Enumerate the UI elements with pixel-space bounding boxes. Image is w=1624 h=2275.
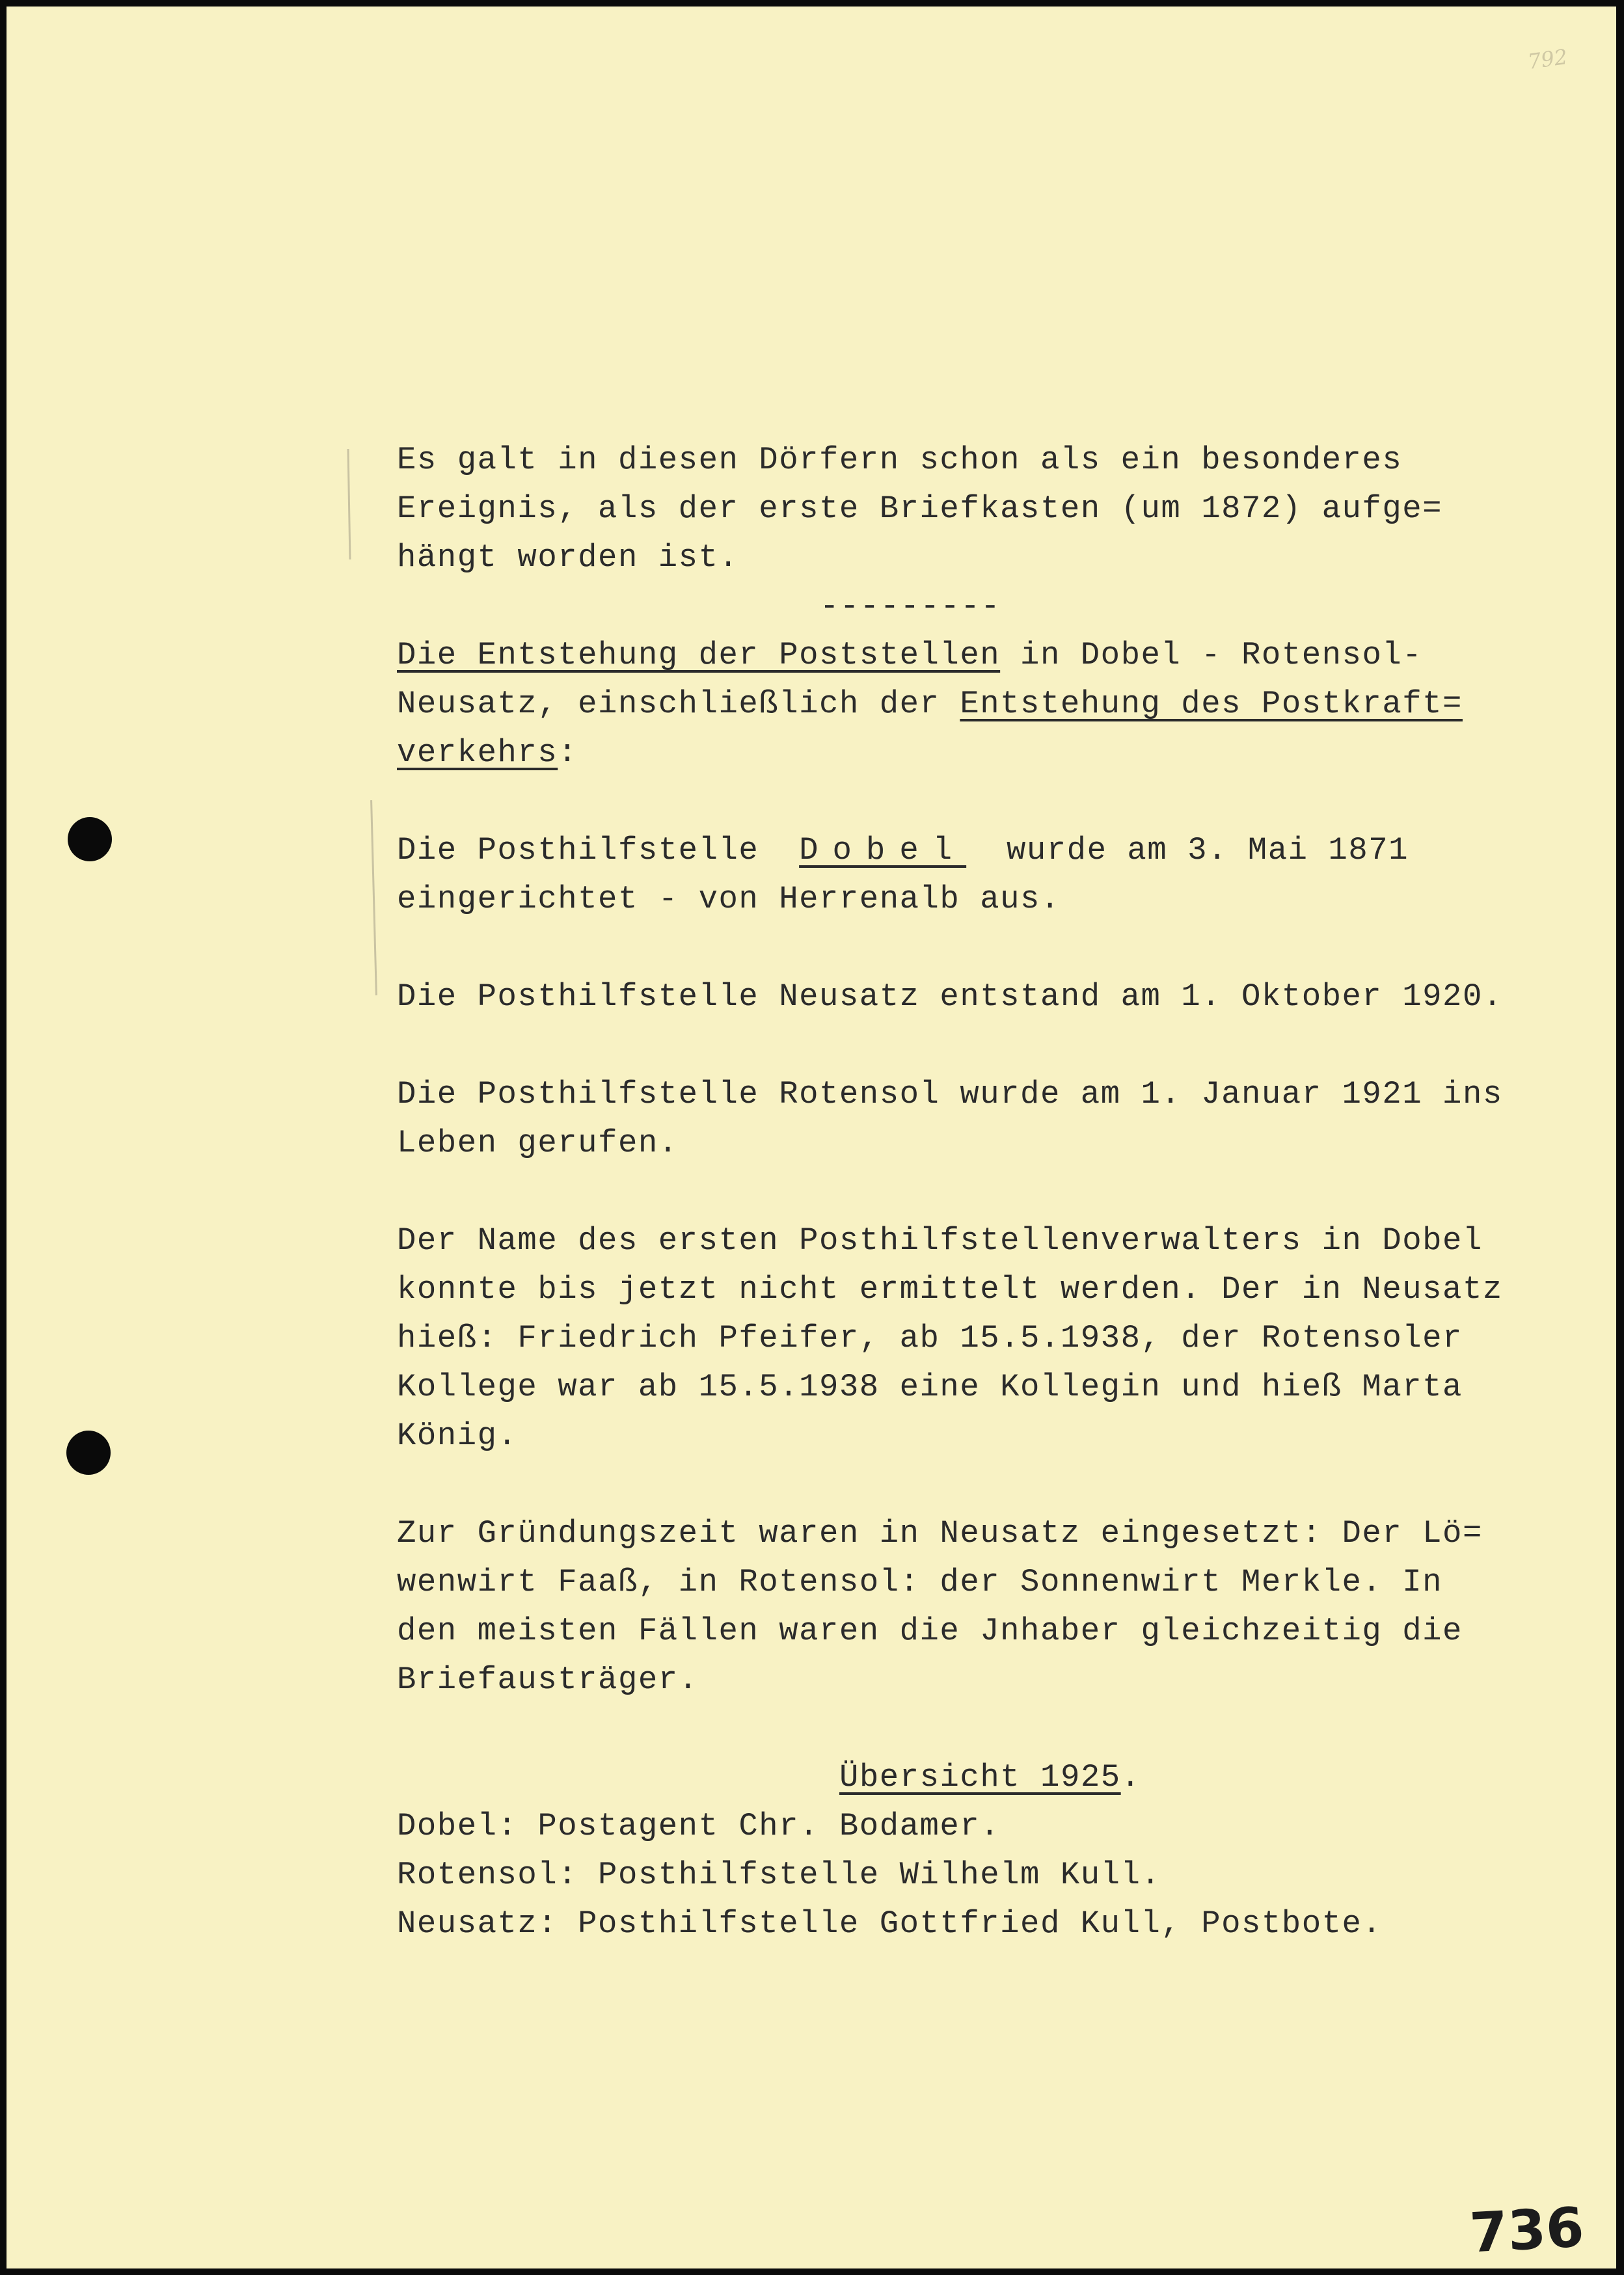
page-number: 736 <box>1468 2195 1586 2265</box>
text-segment: wurde am 3. Mai 1871 <box>966 832 1409 868</box>
text-line <box>397 826 1542 875</box>
text-line: eingerichtet - von Herrenalb aus. <box>397 881 1061 917</box>
typewritten-text <box>397 436 1542 1948</box>
text-line: König. <box>397 1418 518 1454</box>
text-line: konnte bis jetzt nicht ermittelt werden. Der in Neusatz <box>397 1271 1503 1308</box>
heading-underlined: verkehrs <box>397 734 558 771</box>
text-line: Leben gerufen. <box>397 1125 679 1161</box>
overview-title-suffix: . <box>1120 1759 1141 1796</box>
punch-hole-top <box>68 817 112 861</box>
overview-line: Rotensol: Posthilfstelle Wilhelm Kull. <box>397 1857 1161 1893</box>
heading-text: : <box>558 734 578 771</box>
text-line: Die Posthilfstelle Neusatz entstand am 1. Oktober 1920. <box>397 978 1503 1015</box>
text-line: Es galt in diesen Dörfern schon als ein besonderes <box>397 442 1403 478</box>
text-line: Ereignis, als der erste Briefkasten (um 1872) aufge= <box>397 491 1443 527</box>
overview-title <box>397 1753 1542 1802</box>
text-line: Der Name des ersten Posthilfstellenverwalters in Dobel <box>397 1222 1483 1259</box>
text-line: den meisten Fällen waren die Jnhaber gleichzeitig die <box>397 1613 1463 1649</box>
separator-dashes: --------- <box>820 588 1001 625</box>
heading-text: Neusatz, einschließlich der <box>397 686 960 722</box>
heading-line <box>397 729 1542 777</box>
text-line: hängt worden ist. <box>397 539 739 576</box>
text-line: Briefausträger. <box>397 1662 699 1698</box>
text-line: Zur Gründungszeit waren in Neusatz eingesetzt: Der Lö= <box>397 1515 1483 1552</box>
text-line: hieß: Friedrich Pfeifer, ab 15.5.1938, der Rotensoler <box>397 1320 1463 1356</box>
dobel-underlined: Dobel <box>799 832 967 868</box>
heading-line <box>397 680 1542 729</box>
text-line: Kollege war ab 15.5.1938 eine Kollegin und hieß Marta <box>397 1369 1463 1405</box>
heading-line <box>397 631 1542 680</box>
pencil-archive-mark: 792 <box>1526 44 1569 75</box>
overview-line: Neusatz: Posthilfstelle Gottfried Kull, Postbote. <box>397 1905 1383 1942</box>
heading-underlined: Entstehung des Postkraft= <box>960 686 1463 722</box>
punch-hole-bottom <box>66 1431 111 1475</box>
text-line: wenwirt Faaß, in Rotensol: der Sonnenwirt Merkle. In <box>397 1564 1443 1600</box>
heading-underlined: Die Entstehung der Poststellen <box>397 637 1001 673</box>
overview-line: Dobel: Postagent Chr. Bodamer. <box>397 1808 1001 1844</box>
text-line: Die Posthilfstelle Rotensol wurde am 1. Januar 1921 ins <box>397 1076 1503 1112</box>
heading-text: in Dobel - Rotensol- <box>1000 637 1423 673</box>
text-segment: Die Posthilfstelle <box>397 832 800 868</box>
overview-title-underlined: Übersicht 1925 <box>839 1759 1121 1796</box>
